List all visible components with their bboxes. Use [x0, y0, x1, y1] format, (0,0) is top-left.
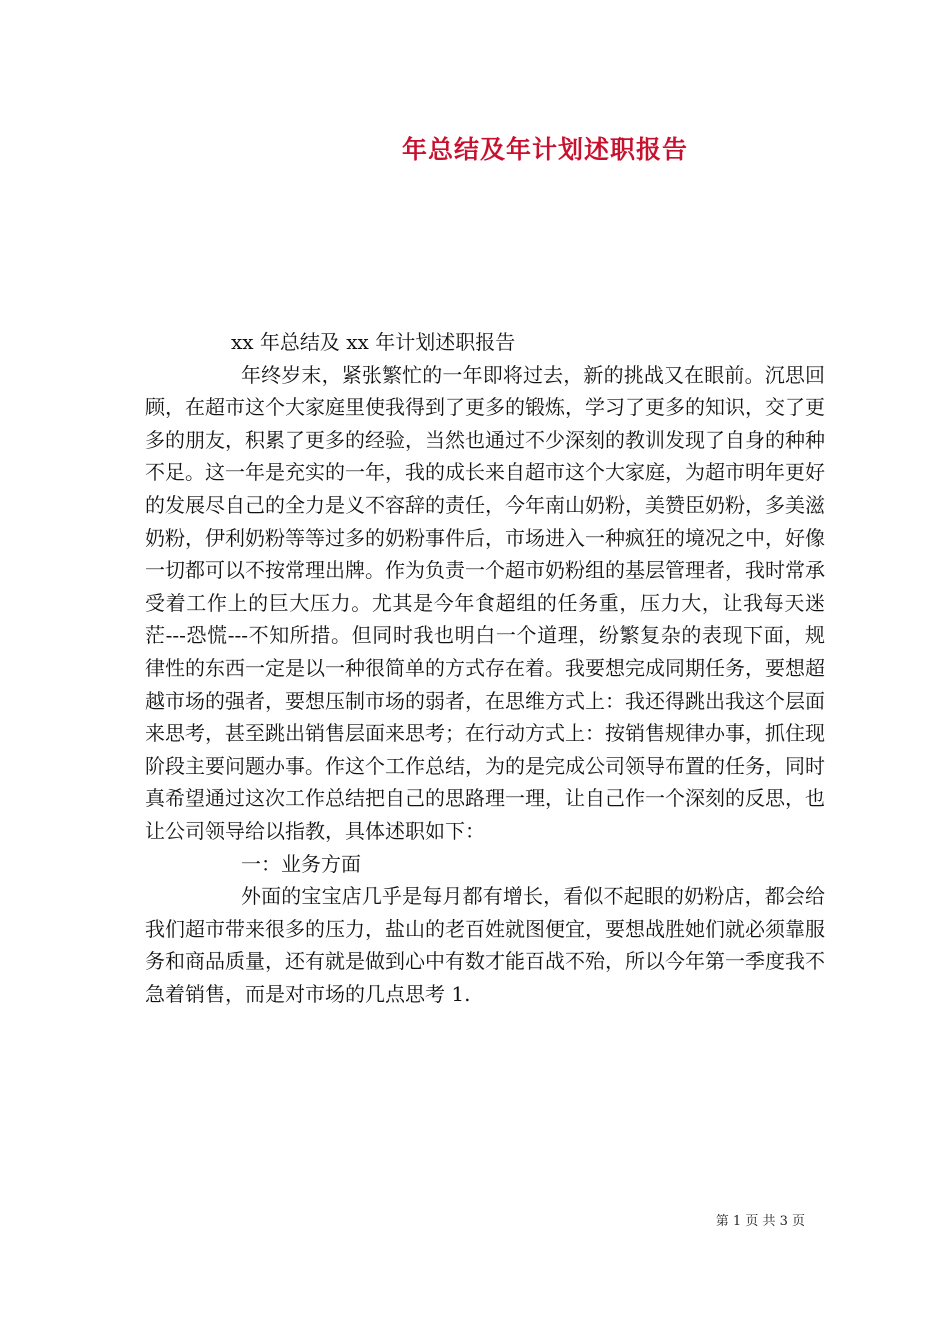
- page-number-footer: 第 1 页 共 3 页: [715, 1214, 805, 1229]
- document-body: [145, 326, 825, 1010]
- paragraph: 年终岁末，紧张繁忙的一年即将过去，新的挑战又在眼前。沉思回顾，在超市这个大家庭里使我得到了更多的锻炼，学习了更多的知识，交了更多的朋友，积累了更多的经验，当然也通过不少深刻的教训发现了自身的种种不足。这一年是充实的一年，我的成长来自超市这个大家庭，为超市明年更好的发展尽自己的全力是义不容辞的责任，今年南山奶粉，美赞臣奶粉，多美滋奶粉，伊利奶粉等等过多的奶粉事件后，市场进入一种疯狂的境况之中，好像一切都可以不按常理出牌。作为负责一个超市奶粉组的基层管理者，我时常承受着工作上的巨大压力。尤其是今年食超组的任务重，压力大，让我每天迷茫---恐慌---不知所措。但同时我也明白一个道理，纷繁复杂的表现下面，规律性的东西一定是以一种很简单的方式存在着。我要想完成同期任务，要想超越市场的强者，要想压制市场的弱者，在思维方式上：我还得跳出我这个层面来思考，甚至跳出销售层面来思考；在行动方式上：按销售规律办事，抓住现阶段主要问题办事。作这个工作总结，为的是完成公司领导布置的任务，同时真希望通过这次工作总结把自己的思路理一理，让自己作一个深刻的反思，也让公司领导给以指教，具体述职如下：: [145, 362, 825, 843]
- document-title: 年总结及年计划述职报告: [401, 135, 688, 164]
- document-subtitle: xx 年总结及 xx 年计划述职报告: [231, 330, 516, 354]
- paragraph: 外面的宝宝店几乎是每月都有增长，看似不起眼的奶粉店，都会给我们超市带来很多的压力，盐山的老百姓就图便宜，要想战胜她们就必须靠服务和商品质量，还有就是做到心中有数才能百战不殆，所以今年第一季度我不急着销售，而是对市场的几点思考 1.: [145, 884, 825, 1006]
- section-heading: 一：业务方面: [241, 851, 361, 876]
